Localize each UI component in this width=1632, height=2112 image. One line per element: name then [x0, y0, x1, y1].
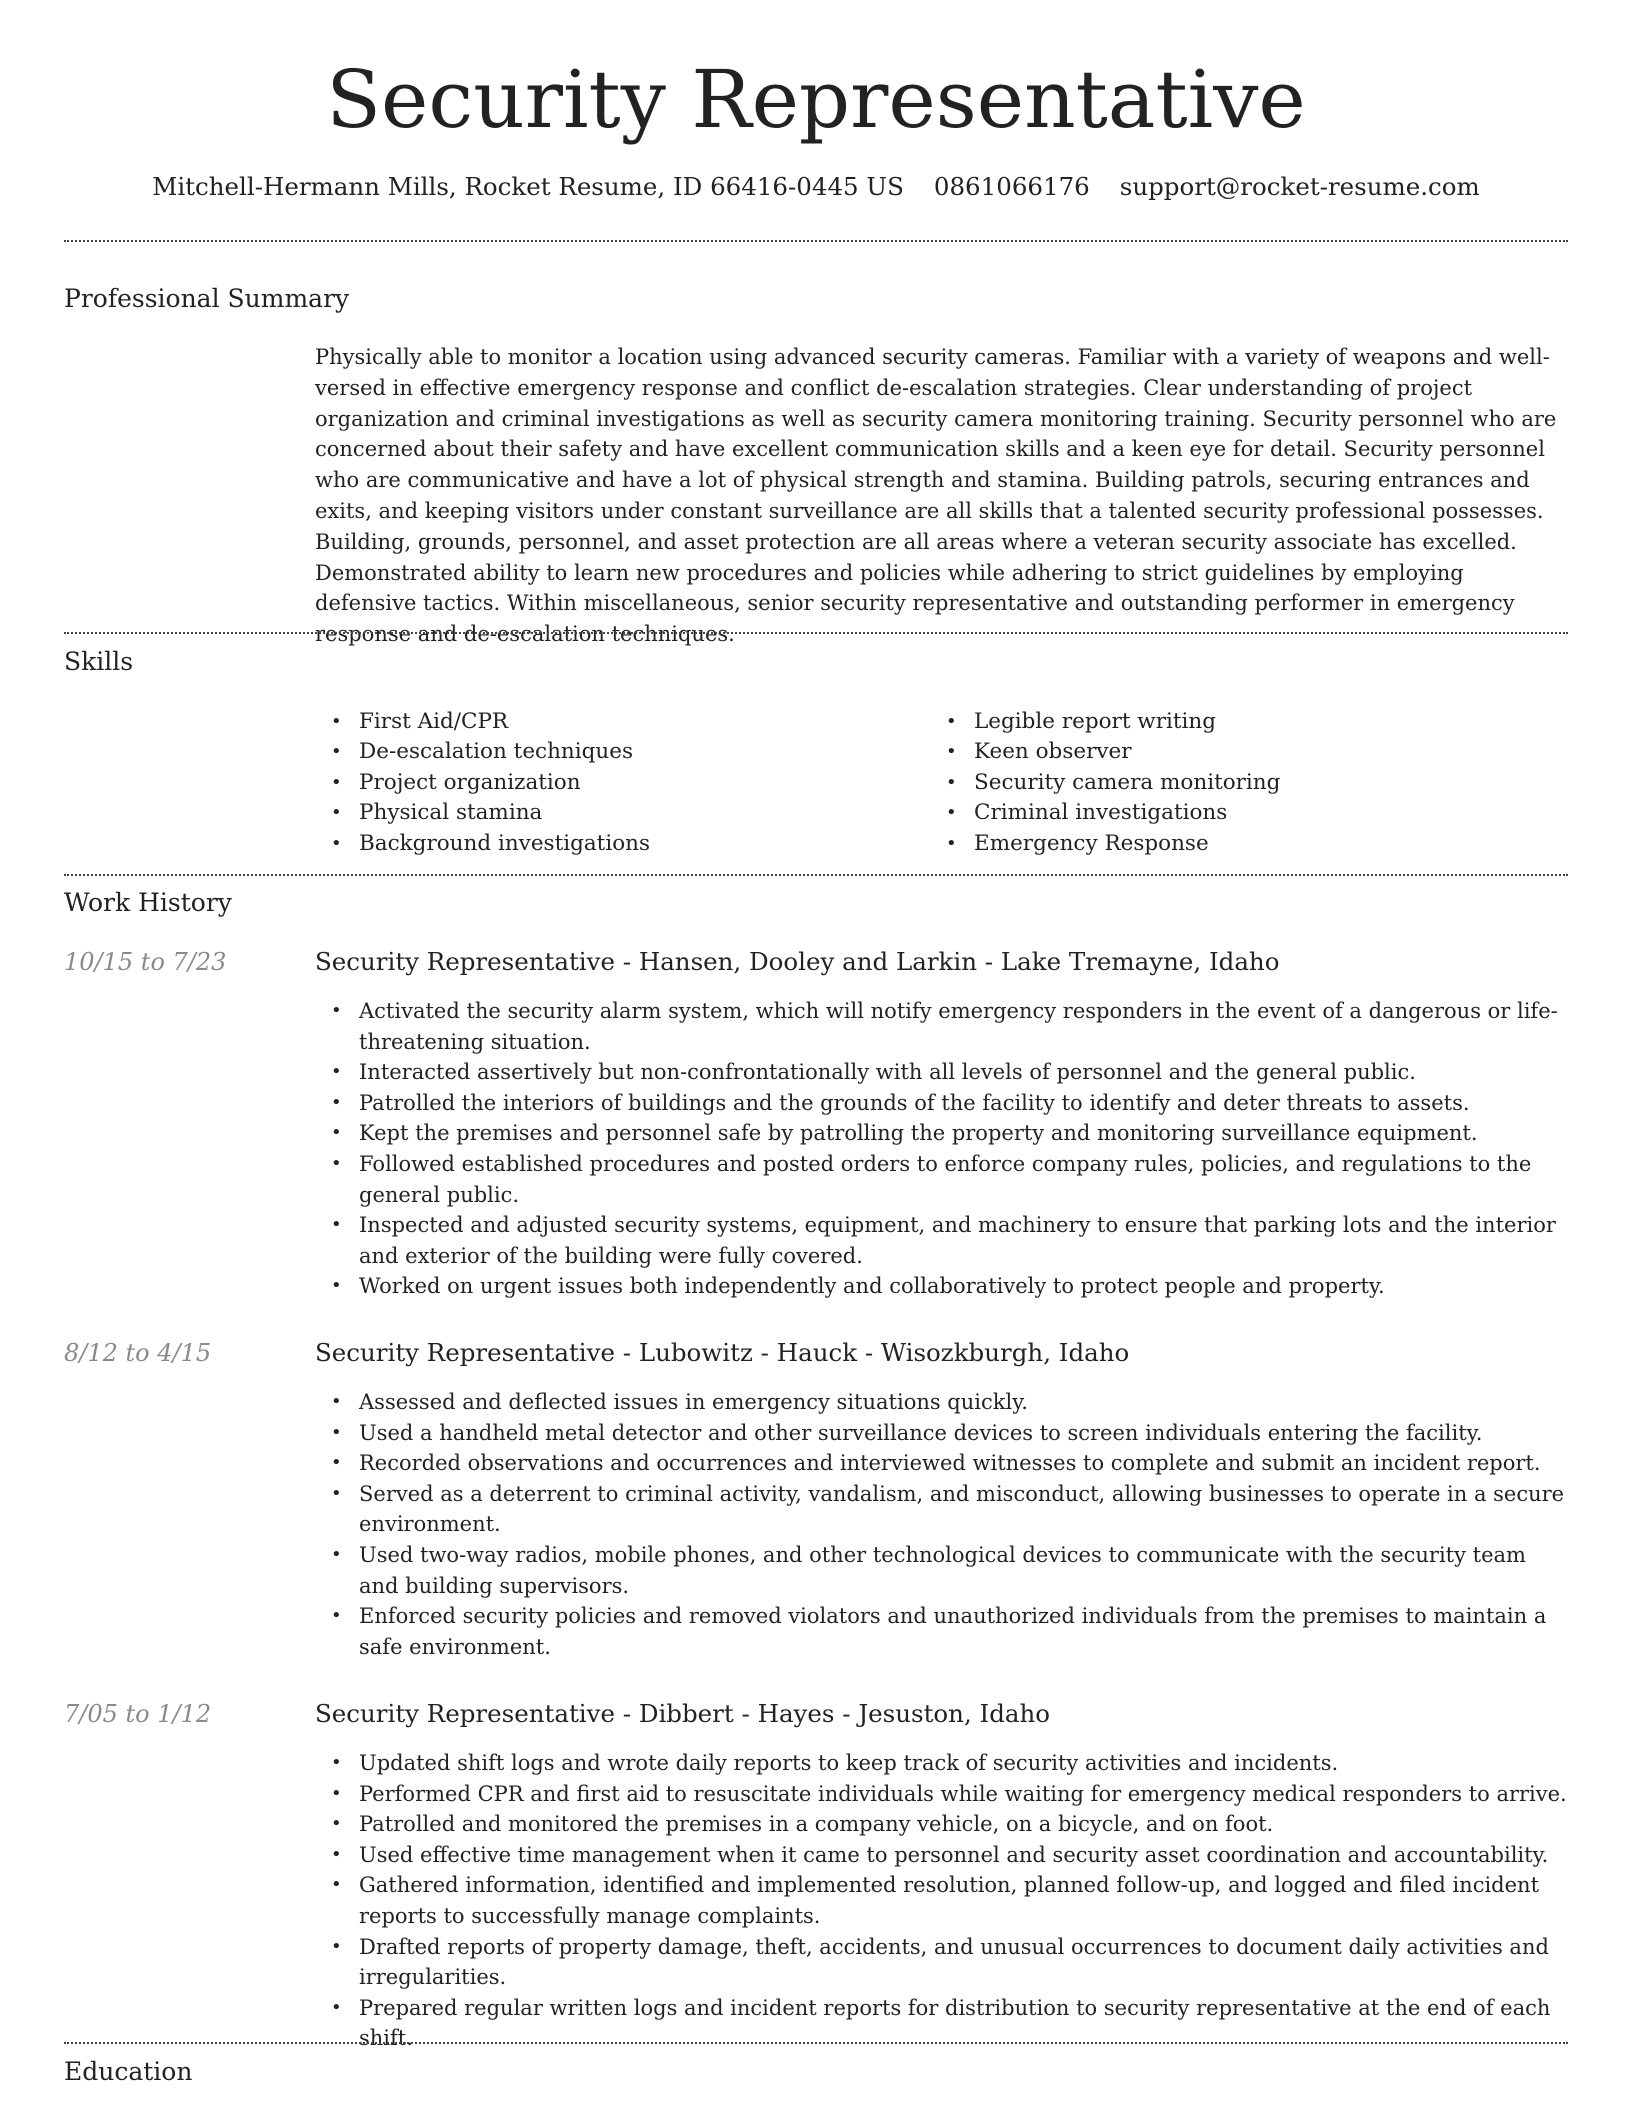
- job-bullet: • Served as a deterrent to criminal activity, vandalism, and misconduct, allowing businesses to operate in a secure environment.: [315, 1479, 1568, 1540]
- contact-address: Mitchell-Hermann Mills, Rocket Resume, ID 66416-0445 US: [152, 172, 904, 201]
- job-bullet: • Enforced security policies and removed violators and unauthorized individuals from the premises to maintain a safe environment.: [315, 1601, 1568, 1662]
- job-dates: 8/12 to 4/15: [64, 1339, 212, 1367]
- job-bullet: • Kept the premises and personnel safe by patrolling the property and monitoring surveillance equipment.: [315, 1118, 1568, 1149]
- section-title-education: Education: [64, 2057, 193, 2086]
- job-bullet: • Prepared regular written logs and incident reports for distribution to security representative at the end of each shift.: [315, 1993, 1568, 2054]
- job-bullet: • Performed CPR and first aid to resuscitate individuals while waiting for emergency medical responders to arrive.: [315, 1779, 1568, 1810]
- contact-line: [0, 170, 1632, 204]
- skill-item: • First Aid/CPR: [315, 707, 915, 737]
- job-bullet: • Gathered information, identified and implemented resolution, planned follow-up, and logged and filed incident reports to successfully manage complaints.: [315, 1870, 1568, 1931]
- contact-phone: 0861066176: [933, 172, 1090, 201]
- job-bullet: • Interacted assertively but non-confrontationally with all levels of personnel and the general public.: [315, 1057, 1568, 1088]
- job-bullet: • Drafted reports of property damage, theft, accidents, and unusual occurrences to document daily activities and irregularities.: [315, 1932, 1568, 1993]
- job-bullet: • Used a handheld metal detector and other surveillance devices to screen individuals entering the facility.: [315, 1418, 1568, 1449]
- job-heading: Security Representative - Lubowitz - Hauck - Wisozkburgh, Idaho: [315, 1338, 1130, 1367]
- job-bullet: • Used effective time management when it came to personnel and security asset coordination and accountability.: [315, 1840, 1568, 1871]
- resume-name-title: Security Representative: [326, 53, 1306, 146]
- job-bullet: • Used two-way radios, mobile phones, and other technological devices to communicate with the security team and building supervisors.: [315, 1540, 1568, 1601]
- job-bullets: [315, 1387, 1568, 1662]
- job-bullet: • Updated shift logs and wrote daily reports to keep track of security activities and incidents.: [315, 1748, 1568, 1779]
- divider: [64, 874, 1568, 876]
- skills-list-right: [930, 707, 1530, 859]
- divider: [64, 2042, 1568, 2044]
- divider: [64, 240, 1568, 242]
- job-bullet: • Inspected and adjusted security systems, equipment, and machinery to ensure that parking lots and the interior and exterior of the building were fully covered.: [315, 1210, 1568, 1271]
- job-bullet: • Followed established procedures and posted orders to enforce company rules, policies, and regulations to the general public.: [315, 1149, 1568, 1210]
- skill-item: • Legible report writing: [930, 707, 1530, 737]
- divider: [64, 632, 1568, 634]
- job-bullets: [315, 996, 1568, 1302]
- job-bullet: • Patrolled the interiors of buildings and the grounds of the facility to identify and deter threats to assets.: [315, 1088, 1568, 1119]
- skill-item: • Background investigations: [315, 829, 915, 859]
- summary-text: Physically able to monitor a location using advanced security cameras. Familiar with a variety of weapons and well-versed in effective emergency response and conflict de-escalation strategies. Clear understanding of project organization and criminal investigations as well as security camera monitoring training. Security personnel who are concerned about their safety and have excellent communication skills and a keen eye for detail. Security personnel who are communicative and have a lot of physical strength and stamina. Building patrols, securing entrances and exits, and keeping visitors under constant surveillance are all skills that a talented security professional possesses. Building, grounds, personnel, and asset protection are all areas where a veteran security associate has excelled. Demonstrated ability to learn new procedures and policies while adhering to strict guidelines by employing defensive tactics. Within miscellaneous, senior security representative and outstanding performer in emergency response and de-escalation techniques.: [315, 345, 1557, 647]
- skill-item: • Project organization: [315, 768, 915, 798]
- job-heading: Security Representative - Dibbert - Hayes - Jesuston, Idaho: [315, 1699, 1051, 1728]
- job-bullet: • Recorded observations and occurrences and interviewed witnesses to complete and submit an incident report.: [315, 1448, 1568, 1479]
- skill-item: • Criminal investigations: [930, 798, 1530, 828]
- skill-item: • De-escalation techniques: [315, 737, 915, 767]
- job-bullet: • Worked on urgent issues both independently and collaboratively to protect people and property.: [315, 1271, 1568, 1302]
- skill-item: • Security camera monitoring: [930, 768, 1530, 798]
- skill-item: • Emergency Response: [930, 829, 1530, 859]
- section-title-summary: Professional Summary: [64, 284, 350, 313]
- job-bullet: • Patrolled and monitored the premises in a company vehicle, on a bicycle, and on foot.: [315, 1809, 1568, 1840]
- job-bullet: • Assessed and deflected issues in emergency situations quickly.: [315, 1387, 1568, 1418]
- section-title-skills: Skills: [64, 647, 134, 676]
- job-dates: 10/15 to 7/23: [64, 948, 227, 976]
- section-title-work-history: Work History: [64, 888, 232, 917]
- skill-item: • Keen observer: [930, 737, 1530, 767]
- skills-list-left: [315, 707, 915, 859]
- job-bullet: • Activated the security alarm system, which will notify emergency responders in the event of a dangerous or life-threatening situation.: [315, 996, 1568, 1057]
- job-heading: Security Representative - Hansen, Dooley and Larkin - Lake Tremayne, Idaho: [315, 947, 1280, 976]
- job-dates: 7/05 to 1/12: [64, 1700, 212, 1728]
- contact-email: support@rocket-resume.com: [1119, 172, 1480, 201]
- job-bullets: [315, 1748, 1568, 2054]
- skill-item: • Physical stamina: [315, 798, 915, 828]
